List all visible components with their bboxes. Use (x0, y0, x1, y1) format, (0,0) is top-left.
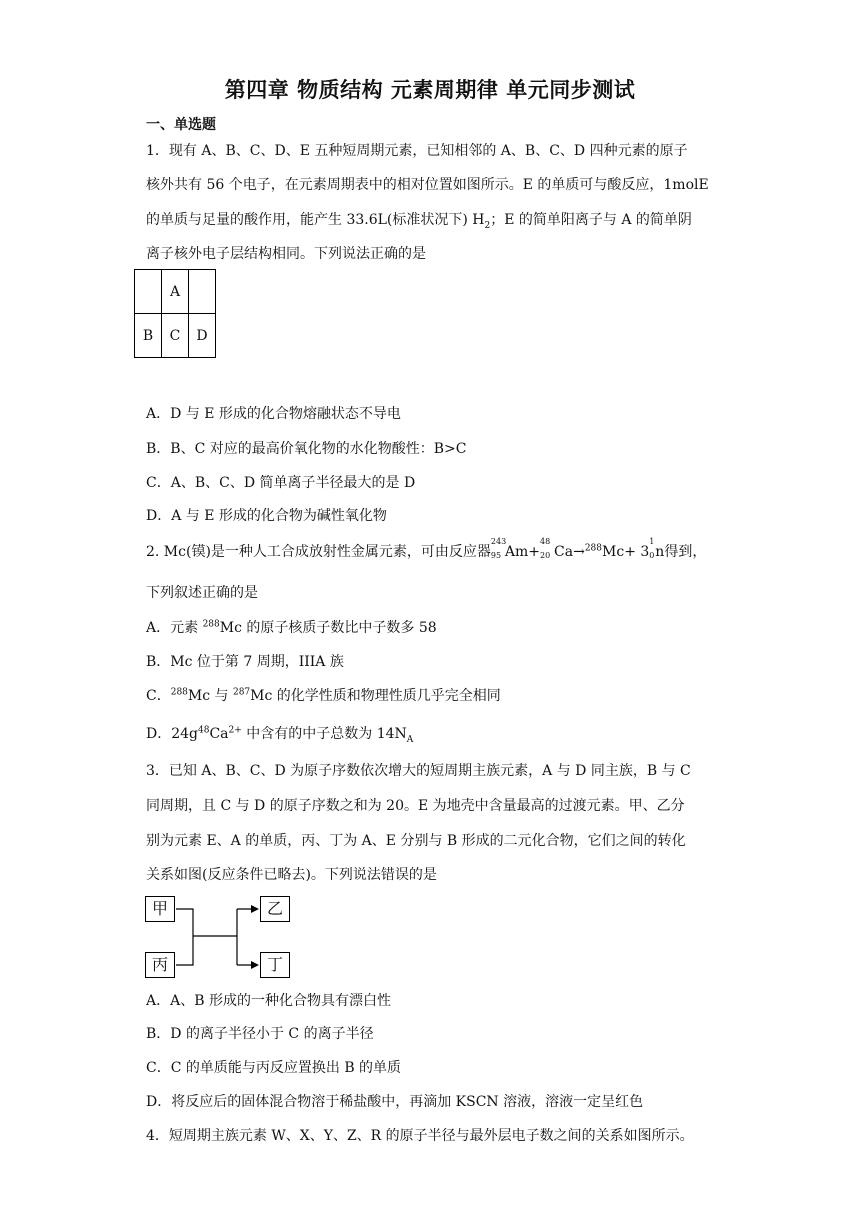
n-mass: 1 (649, 537, 655, 546)
q2-option-b: B．Mc 位于第 7 周期，IIIA 族 (146, 654, 344, 670)
am-mass: 243 (490, 537, 507, 546)
page-title: 第四章 物质结构 元素周期律 单元同步测试 (224, 78, 636, 102)
q2-c-sup-2: 287 (232, 687, 251, 698)
ca-atomic: 20 (540, 551, 551, 560)
arrow: → (573, 544, 585, 560)
q1-option-d: D．A 与 E 形成的化合物为碱性氧化物 (146, 508, 387, 524)
q2-d-sub: A (406, 734, 414, 745)
grid-cell-d: D (189, 314, 216, 358)
plus-2: + 3 (624, 544, 650, 560)
q2-a-text: A．元素 (146, 620, 203, 636)
mc-mass: 288 (584, 543, 603, 554)
q1-option-b: B．B、C 对应的最高价氧化物的水化物酸性：B>C (146, 441, 467, 457)
q3-line-4: 关系如图(反应条件已略去)。下列说法错误的是 (146, 867, 437, 883)
q3-option-b: B．D 的离子半径小于 C 的离子半径 (146, 1026, 374, 1042)
q1-option-a: A．D 与 E 形成的化合物熔融状态不导电 (146, 406, 401, 422)
q2-line-1-a: 2. Mc(镆)是一种人工合成放射性金属元素，可由反应器 (146, 544, 491, 560)
ca-symbol: Ca (554, 544, 574, 560)
plus-1: + (528, 544, 541, 560)
am-atomic: 95 (490, 551, 502, 560)
q2-a-text-2: Mc 的原子核质子数比中子数多 58 (219, 620, 437, 636)
q3-option-d: D．将反应后的固体混合物溶于稀盐酸中，再滴加 KSCN 溶液，溶液一定呈红色 (146, 1094, 644, 1110)
q1-line-4: 离子核外电子层结构相同。下列说法正确的是 (146, 246, 426, 262)
q3-line-1: 3．已知 A、B、C、D 为原子序数依次增大的短周期主族元素，A 与 D 同主族，B 与 C (146, 763, 691, 779)
q2-d-text-3: 中含有的中子总数为 14N (241, 726, 407, 742)
q2-a-sup: 288 (202, 619, 220, 630)
q1-line-1: 1．现有 A、B、C、D、E 五种短周期元素，已知相邻的 A、B、C、D 四种元素的原子 (146, 143, 688, 159)
box-yi: 乙 (260, 896, 290, 922)
am-symbol: Am (504, 544, 529, 560)
box-bing: 丙 (145, 952, 175, 978)
q3-line-3: 别为元素 E、A 的单质，丙、丁为 A、E 分别与 B 形成的二元化合物，它们之间的转化 (146, 833, 686, 849)
arrowhead-ding (251, 961, 259, 969)
q2-d-sup-2: 2+ (228, 725, 242, 736)
q3-option-a: A．A、B 形成的一种化合物具有漂白性 (146, 993, 391, 1009)
q2-d-text: D．24g (146, 726, 199, 742)
n-symbol: n (655, 544, 665, 560)
q2-c-text-3: Mc 的化学性质和物理性质几乎完全相同 (250, 688, 501, 704)
q2-d-text-2: Ca (209, 726, 229, 742)
arrowhead-yi (251, 905, 259, 913)
q1-line-3-sub: 2 (484, 220, 491, 231)
box-ding: 丁 (260, 952, 290, 978)
q2-c-text-2: Mc 与 (187, 688, 233, 704)
q2-line-1-b: 得到， (664, 544, 707, 560)
ca-mass: 48 (540, 537, 551, 546)
mc-symbol: Mc (602, 544, 625, 560)
grid-cell-c: C (162, 314, 189, 358)
q3-option-c: C．C 的单质能与丙反应置换出 B 的单质 (146, 1060, 402, 1076)
connector-left (176, 909, 193, 965)
n-atomic: 0 (649, 551, 655, 560)
section-heading: 一、单选题 (146, 117, 216, 133)
q2-line-2: 下列叙述正确的是 (146, 585, 258, 601)
q2-d-sup-1: 48 (198, 725, 210, 736)
grid-cell-b: B (135, 314, 162, 358)
q1-line-3-a: 的单质与足量的酸作用，能产生 33.6L(标准状况下) H (146, 212, 485, 228)
q2-c-text: C． (146, 688, 171, 704)
q1-option-c: C．A、B、C、D 简单离子半径最大的是 D (146, 475, 416, 491)
q1-line-3-b: ；E 的简单阳离子与 A 的简单阴 (490, 212, 692, 228)
q3-line-2: 同周期，且 C 与 D 的原子序数之和为 20。E 为地壳中含量最高的过渡元素。甲、乙分 (146, 798, 685, 814)
grid-cell-a: A (162, 270, 189, 314)
q1-line-2: 核外共有 56 个电子，在元素周期表中的相对位置如图所示。E 的单质可与酸反应，1molE (146, 177, 709, 193)
q4-line-1: 4．短周期主族元素 W、X、Y、Z、R 的原子半径与最外层电子数之间的关系如图所示。 (146, 1128, 694, 1144)
q2-c-sup-1: 288 (170, 687, 188, 698)
box-jia: 甲 (145, 896, 175, 922)
